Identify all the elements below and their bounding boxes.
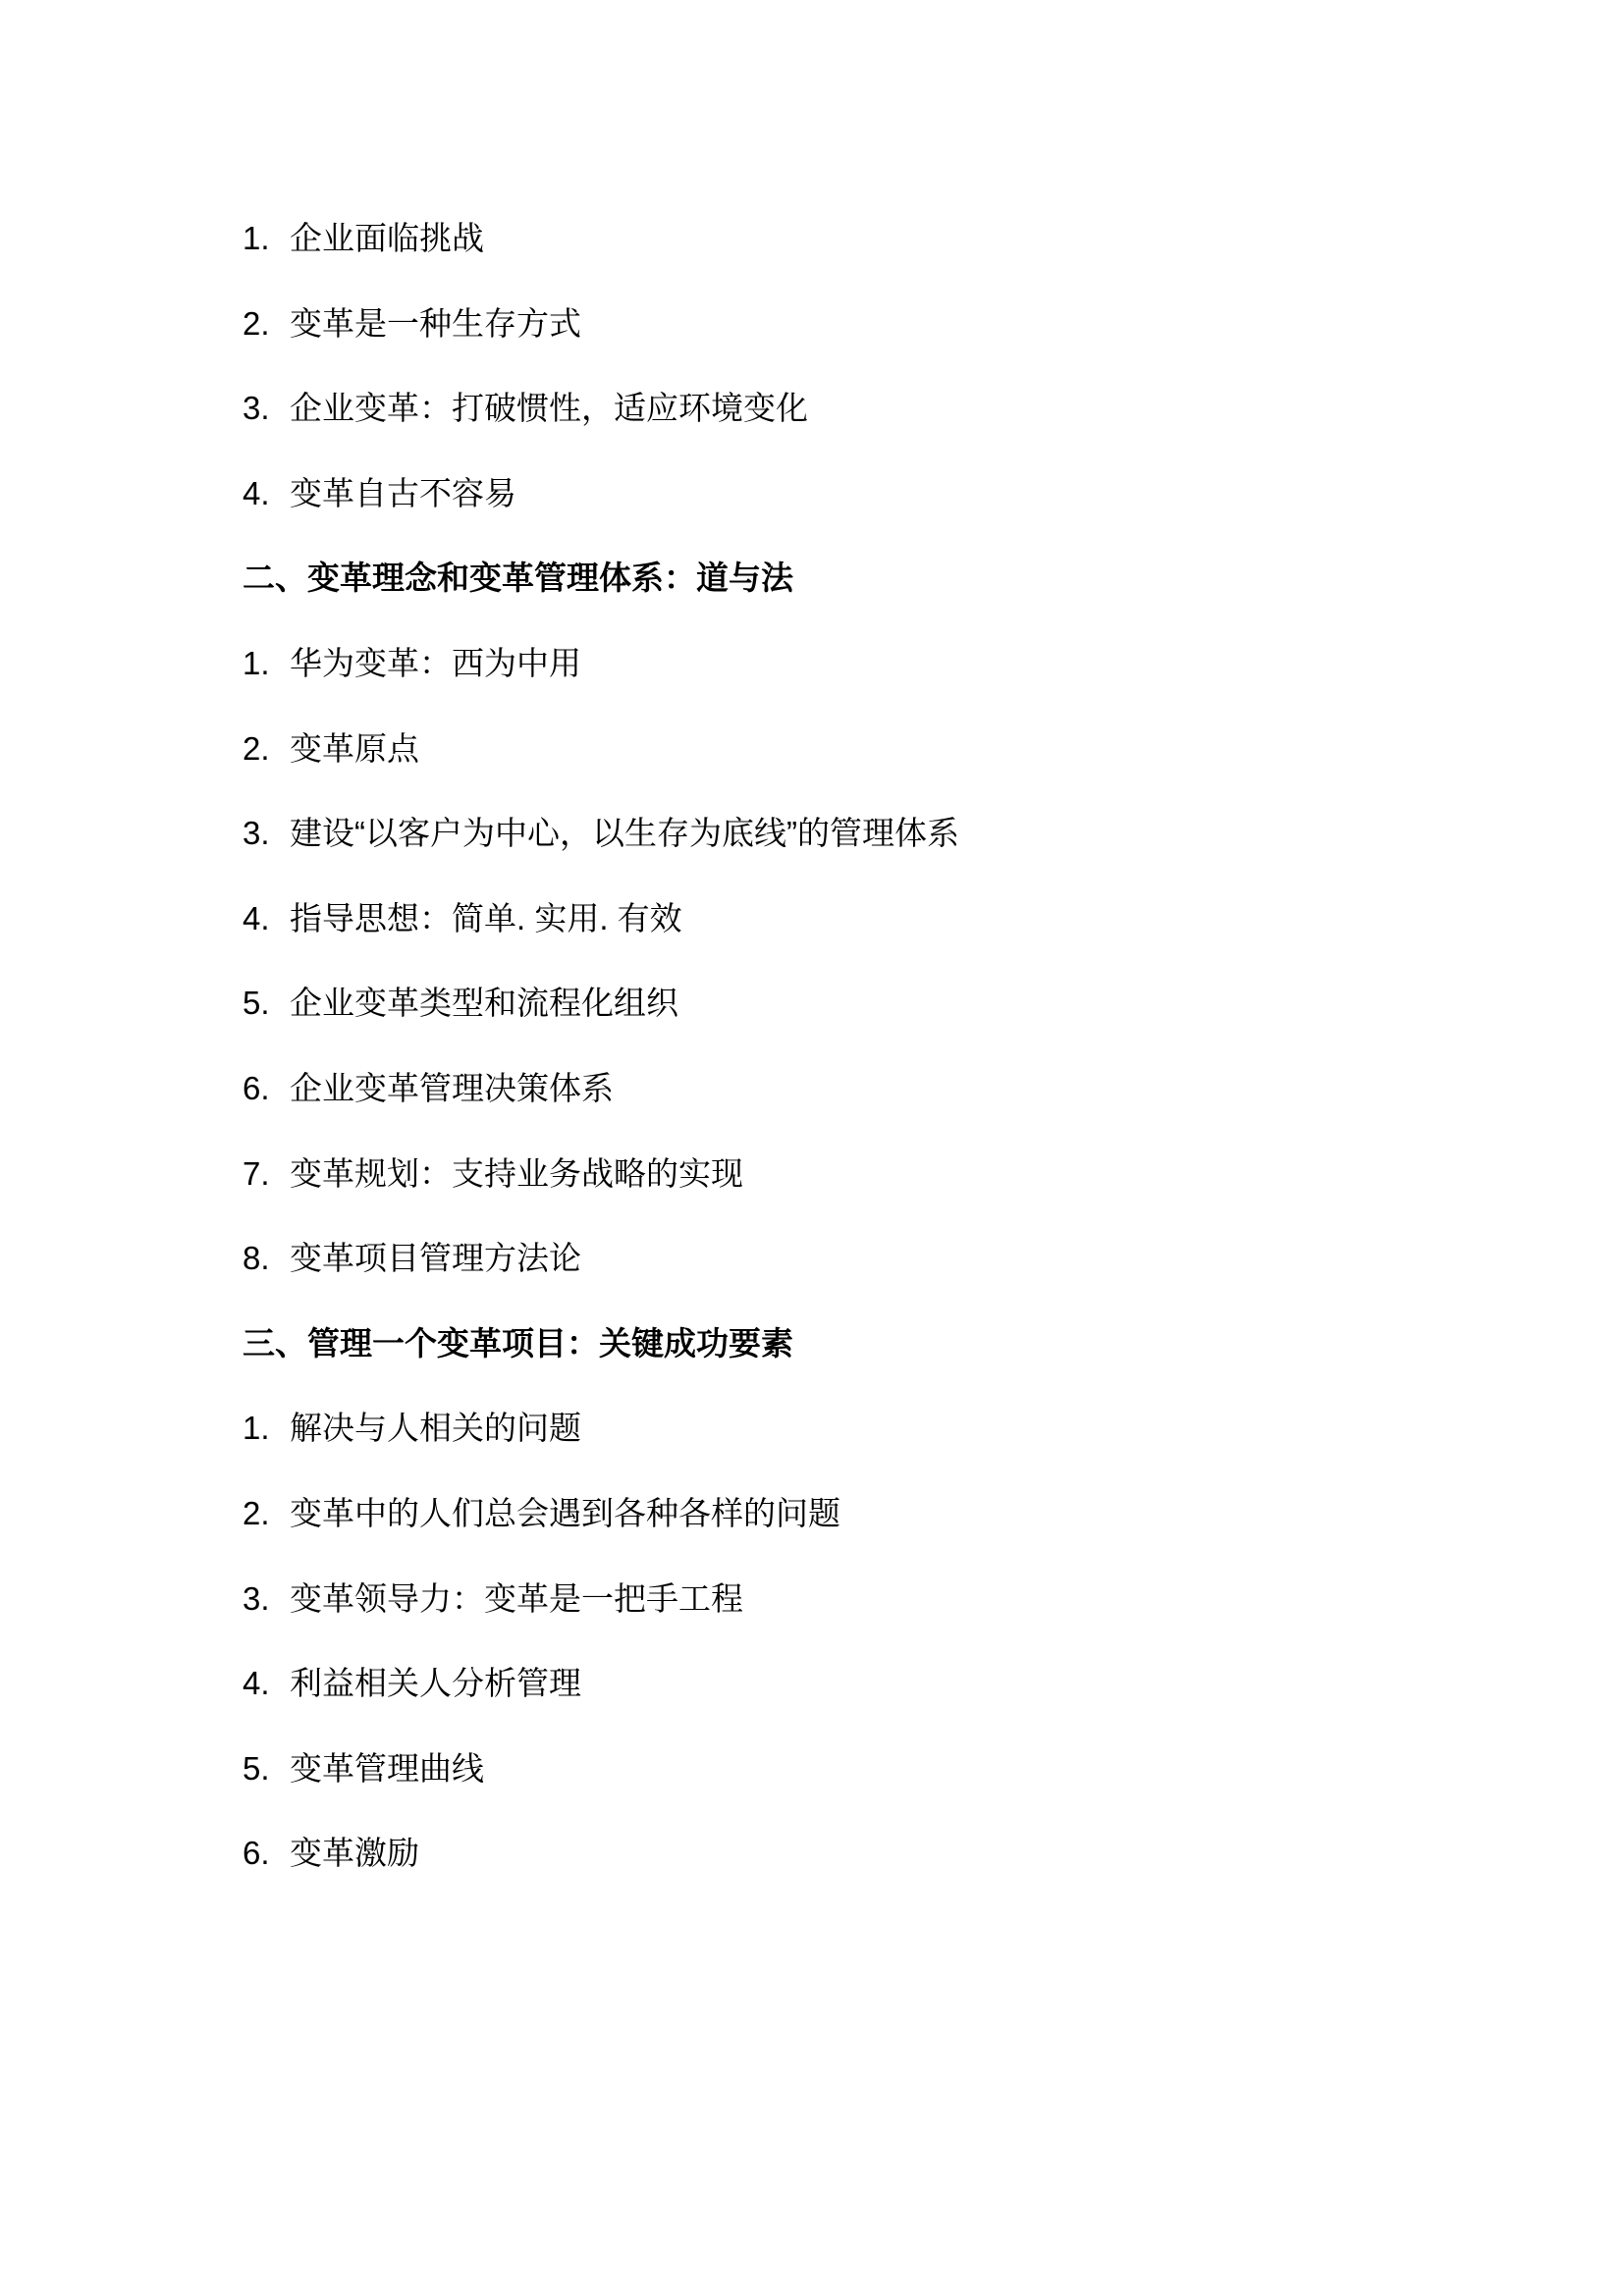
list-item-number: 3. (243, 390, 270, 427)
list-item-text: 建设“以客户为中心，以生存为底线”的管理体系 (290, 815, 959, 852)
list-item (243, 366, 1506, 452)
list-item-text: 企业面临挑战 (290, 220, 484, 256)
list-item-text: 企业变革：打破惯性，适应环境变化 (290, 390, 808, 427)
section-heading: 三、管理一个变革项目：关键成功要素 (243, 1324, 793, 1362)
list-item (243, 282, 1506, 367)
list-item (243, 1386, 1506, 1471)
list-item-number: 6. (243, 1069, 270, 1106)
list-item-number: 4. (243, 1665, 270, 1702)
list-item-text: 变革自古不容易 (290, 474, 516, 511)
list-item-number: 6. (243, 1835, 270, 1872)
list-item (243, 1811, 1506, 1896)
list-item-number: 3. (243, 815, 270, 852)
list-item-text: 企业变革管理决策体系 (290, 1069, 614, 1106)
list-item (243, 1046, 1506, 1132)
list-item (243, 877, 1506, 962)
list-item-number: 3. (243, 1579, 270, 1617)
list-item-number: 2. (243, 1494, 270, 1531)
list-item (243, 1557, 1506, 1642)
list-item (243, 621, 1506, 707)
list-item-text: 变革项目管理方法论 (290, 1240, 581, 1277)
list-item-text: 变革规划：支持业务战略的实现 (290, 1154, 743, 1192)
list-item-text: 变革管理曲线 (290, 1749, 484, 1787)
list-item (243, 452, 1506, 537)
list-item-number: 2. (243, 304, 270, 342)
list-item-number: 4. (243, 474, 270, 511)
list-item (243, 791, 1506, 877)
list-item-number: 1. (243, 1410, 270, 1447)
list-item-text: 变革中的人们总会遇到各种各样的问题 (290, 1494, 840, 1531)
list-item (243, 707, 1506, 792)
list-item (243, 1641, 1506, 1727)
list-item (243, 1132, 1506, 1217)
list-item-number: 2. (243, 729, 270, 767)
list-item-text: 华为变革：西为中用 (290, 644, 581, 681)
section-heading: 二、变革理念和变革管理体系：道与法 (243, 560, 793, 597)
list-item-text: 指导思想：简单. 实用. 有效 (290, 899, 682, 936)
list-item (243, 1727, 1506, 1812)
list-item-number: 1. (243, 220, 270, 256)
list-item-number: 1. (243, 644, 270, 681)
list-item-number: 5. (243, 985, 270, 1022)
list-item-number: 8. (243, 1240, 270, 1277)
list-item-text: 变革激励 (290, 1835, 419, 1872)
list-item (243, 1471, 1506, 1557)
list-item-number: 4. (243, 899, 270, 936)
list-item (243, 1216, 1506, 1302)
document-body (243, 196, 1506, 1896)
list-item (243, 961, 1506, 1046)
list-item (243, 196, 1506, 282)
list-item-text: 变革领导力：变革是一把手工程 (290, 1579, 743, 1617)
list-item-number: 7. (243, 1154, 270, 1192)
list-item-text: 企业变革类型和流程化组织 (290, 985, 678, 1022)
list-item-number: 5. (243, 1749, 270, 1787)
list-item-text: 利益相关人分析管理 (290, 1665, 581, 1702)
list-item-text: 解决与人相关的问题 (290, 1410, 581, 1447)
list-item-text: 变革原点 (290, 729, 419, 767)
list-item-text: 变革是一种生存方式 (290, 304, 581, 342)
